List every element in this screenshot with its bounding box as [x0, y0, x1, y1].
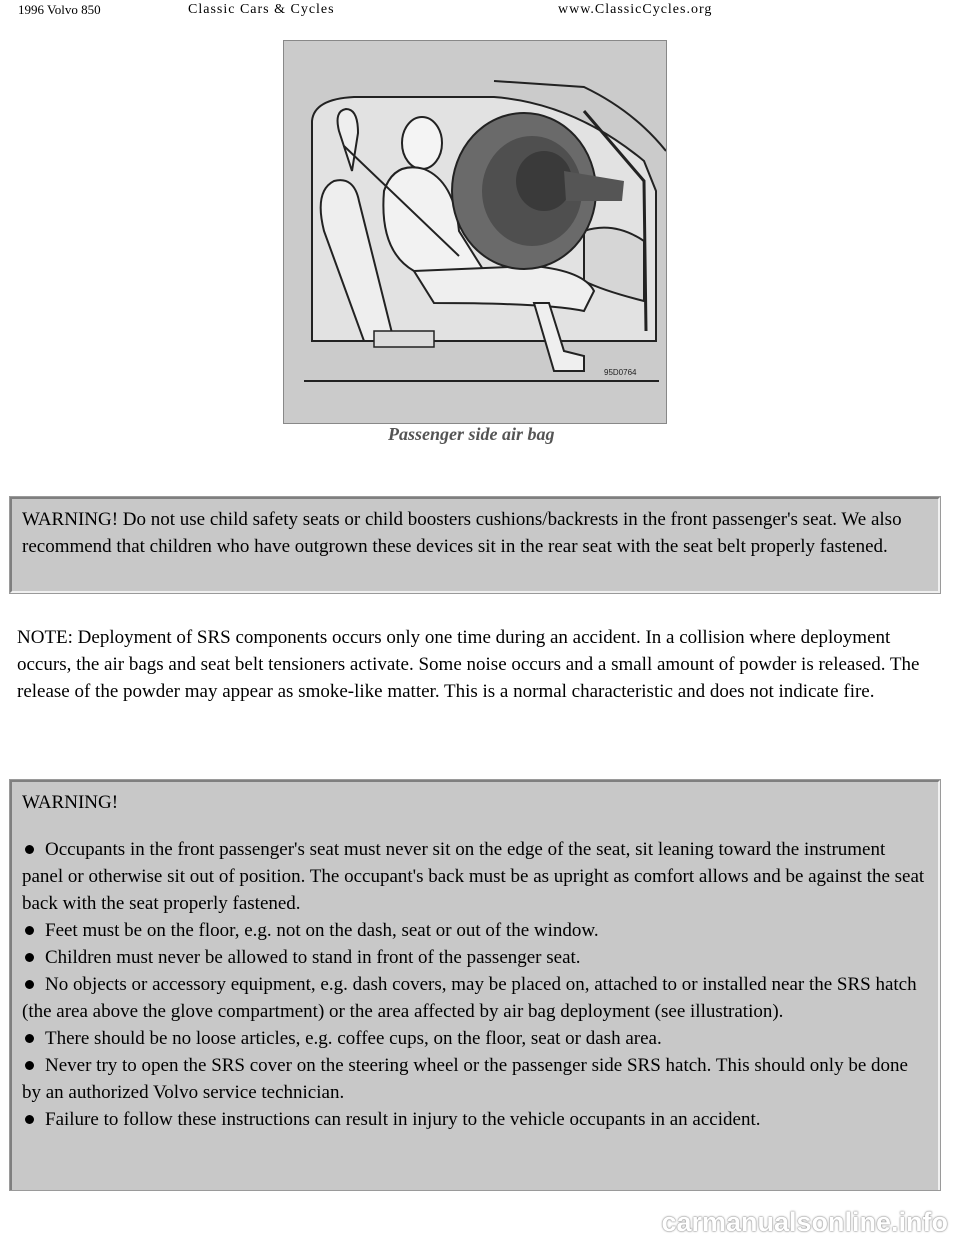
header-site-name: Classic Cars & Cycles	[188, 2, 335, 17]
watermark: carmanualsonline.info	[661, 1207, 948, 1237]
warning-box-child-seats	[10, 497, 940, 593]
bullet-icon	[25, 926, 34, 935]
airbag-illustration	[283, 40, 667, 424]
list-item: No objects or accessory equipment, e.g. dash covers, may be placed on, attached to or installed near the SRS hatch (the area above the glove compartment) or the area affected by air bag deployment (see illustration).	[22, 974, 917, 1022]
bullet-icon	[25, 1115, 34, 1124]
figure-caption: Passenger side air bag	[388, 424, 555, 444]
list-item: Feet must be on the floor, e.g. not on the dash, seat or out of the window.	[22, 917, 928, 944]
list-item: Failure to follow these instructions can result in injury to the vehicle occupants in an accident.	[22, 1106, 928, 1133]
figure-code: 95D0764	[604, 368, 637, 377]
warning-child-seats-text: WARNING! Do not use child safety seats or child boosters cushions/backrests in the front passenger's seat. We also recommend that children who have outgrown these devices sit in the rear seat with the seat belt properly fastened.	[22, 509, 902, 557]
warning-title: WARNING!	[22, 792, 119, 813]
list-item: Children must never be allowed to stand in front of the passenger seat.	[22, 944, 928, 971]
airbag-illustration-drawing	[284, 41, 666, 423]
bullet-icon	[25, 953, 34, 962]
header-model: 1996 Volvo 850	[18, 2, 101, 17]
list-item: Occupants in the front passenger's seat must never sit on the edge of the seat, sit leaning toward the instrument panel or otherwise sit out of position. The occupant's back must be as upright as comfort allows and be against the seat back with the seat properly fastened.	[22, 839, 925, 914]
warning-box-occupant-position	[10, 780, 940, 1190]
bullet-icon	[25, 1034, 34, 1043]
bullet-icon	[25, 1061, 34, 1070]
list-item: Never try to open the SRS cover on the steering wheel or the passenger side SRS hatch. This should only be done by an authorized Volvo service technician.	[22, 1055, 908, 1103]
bullet-icon	[25, 845, 34, 854]
bullet-icon	[25, 980, 34, 989]
header-site-url: www.ClassicCycles.org	[558, 2, 713, 17]
srs-deployment-note: NOTE: Deployment of SRS components occurs only one time during an accident. In a collision where deployment occurs, the air bags and seat belt tensioners activate. Some noise occurs and a small amount of powder is released. The release of the powder may appear as smoke-like matter. This is a normal characteristic and does not indicate fire.	[17, 627, 920, 702]
list-item: There should be no loose articles, e.g. coffee cups, on the floor, seat or dash area.	[22, 1025, 928, 1052]
